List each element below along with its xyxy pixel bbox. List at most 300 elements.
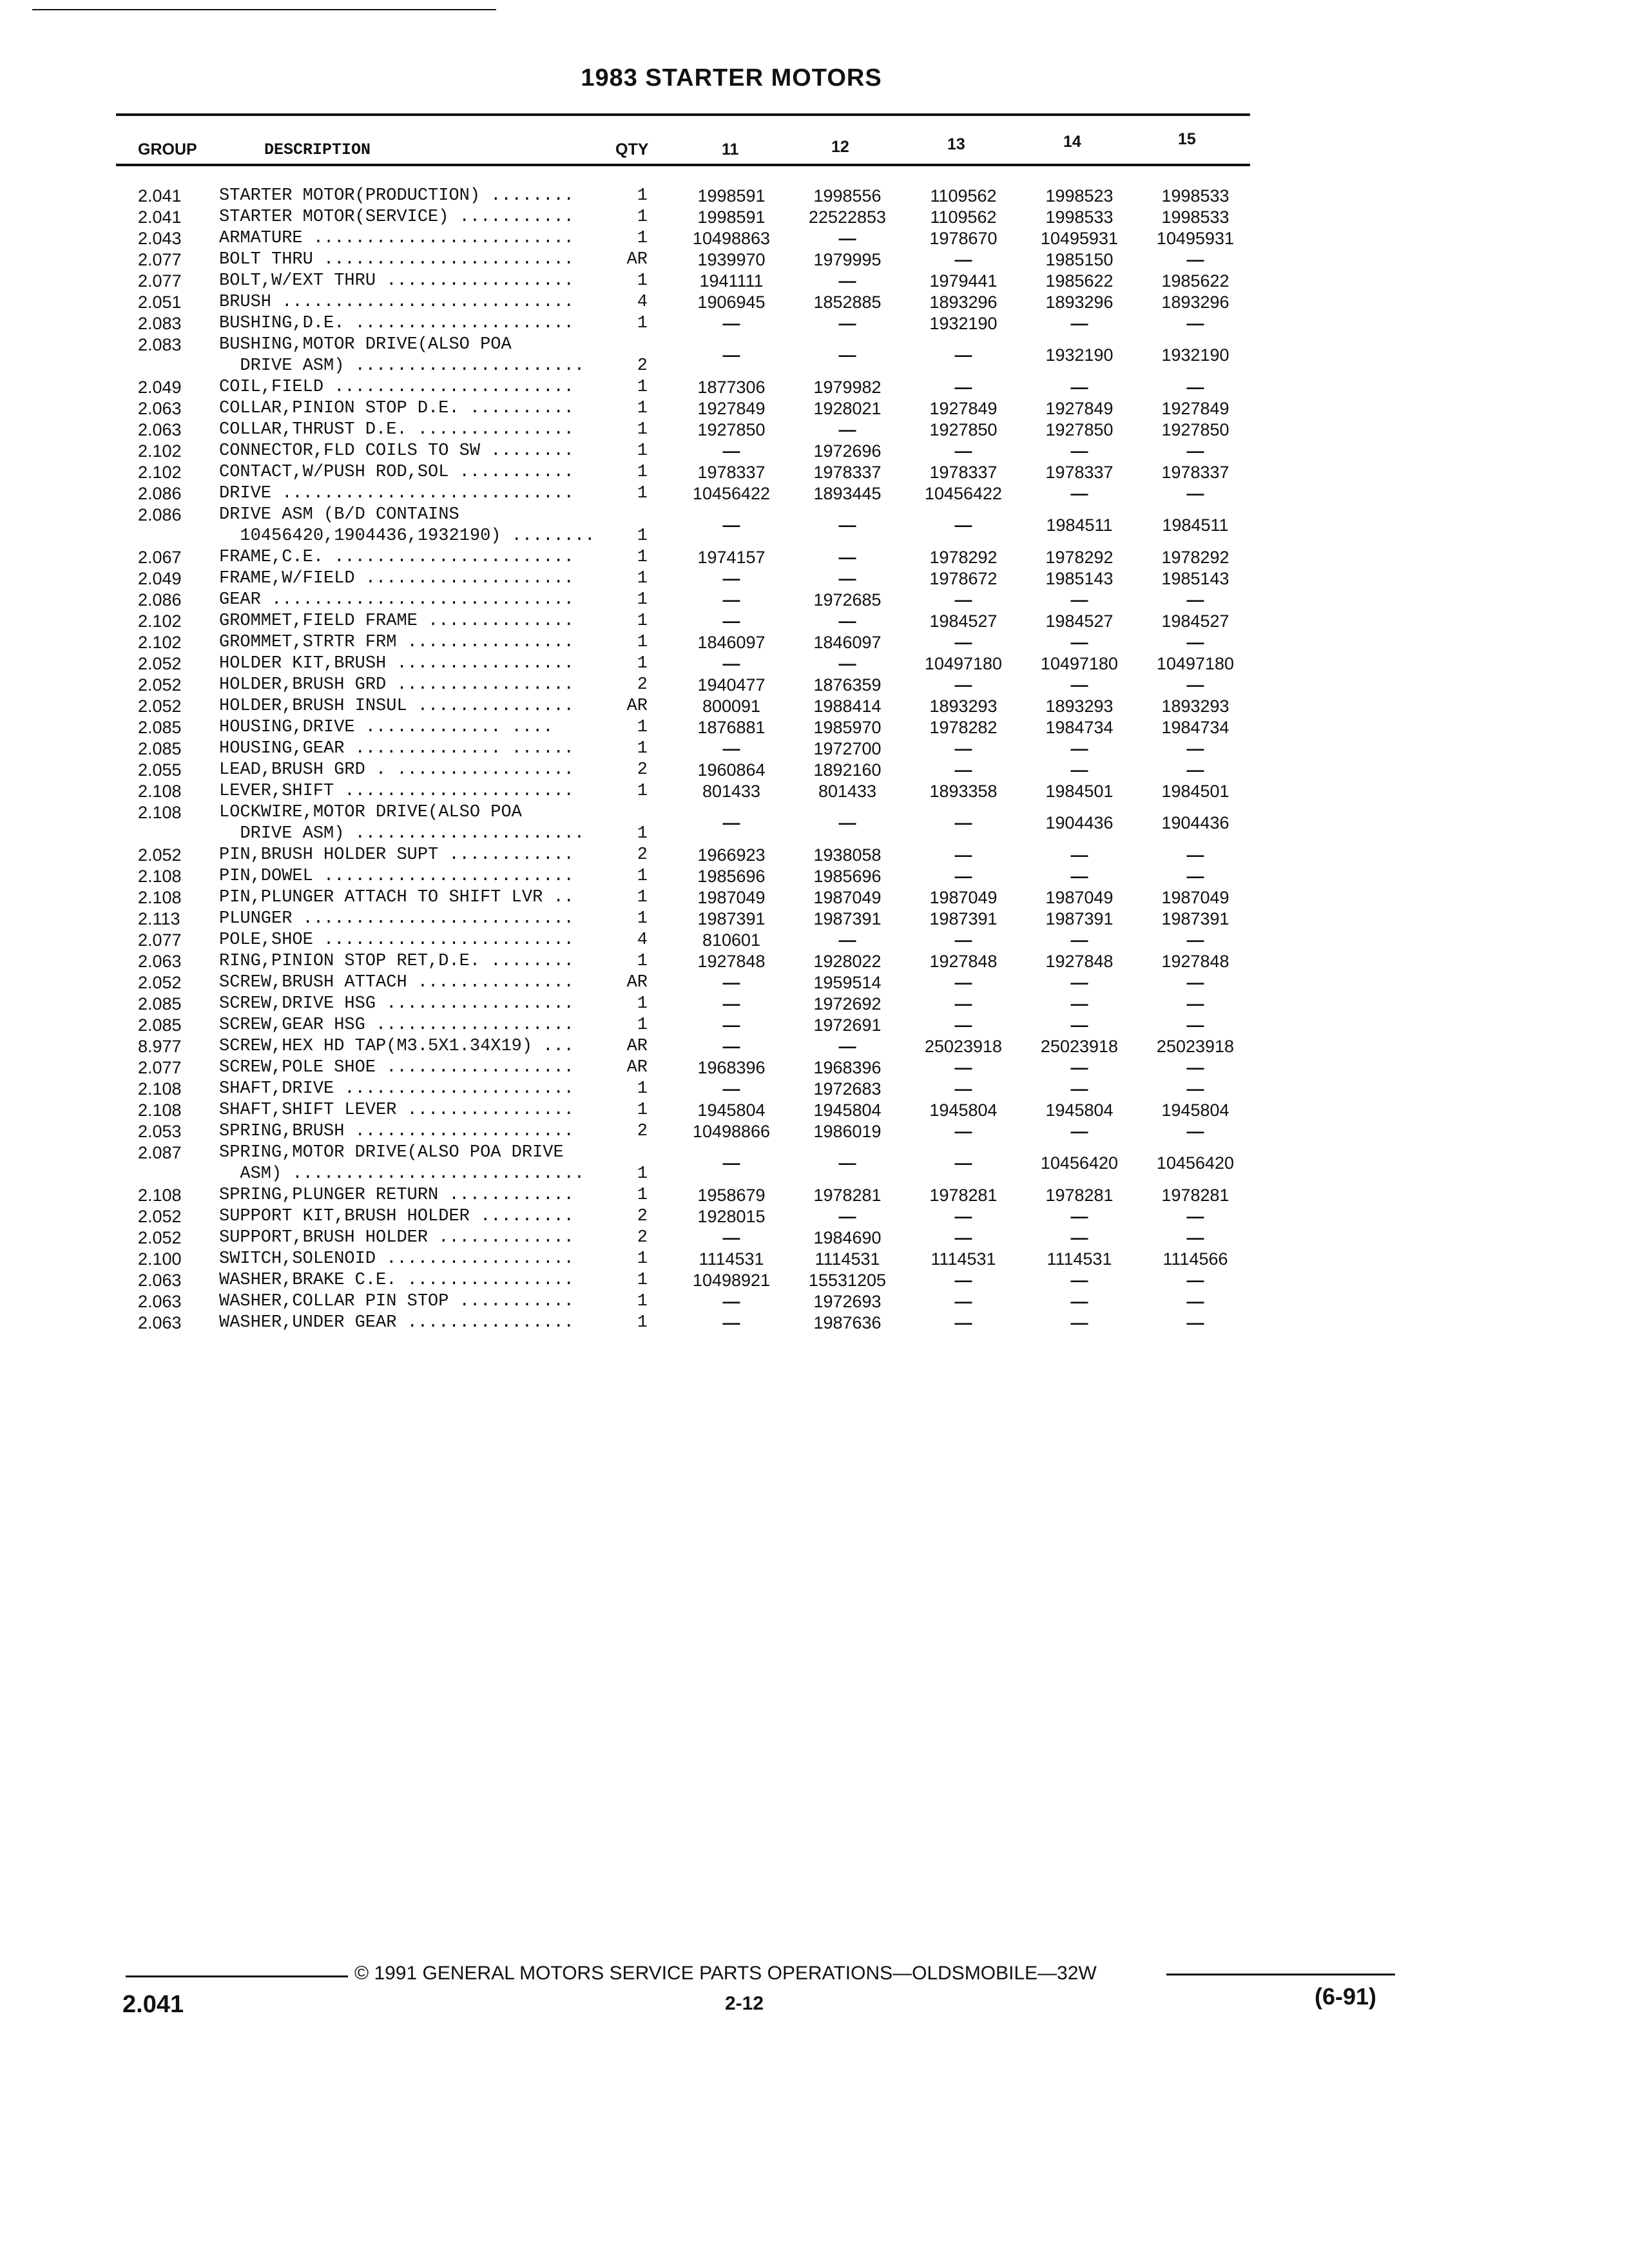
part-number-col-11: 801433 xyxy=(702,782,761,801)
part-description: POLE,SHOE ........................ xyxy=(219,930,574,950)
group-number: 2.052 xyxy=(138,654,182,673)
group-number: 2.043 xyxy=(138,229,182,248)
part-number-col-14: — xyxy=(1070,484,1088,503)
part-number-col-14: 1904436 xyxy=(1045,813,1113,832)
part-number-col-11: — xyxy=(722,611,740,631)
part-qty: 1 xyxy=(637,526,648,546)
part-number-col-11: 1998591 xyxy=(697,207,766,227)
part-number-col-12: 1987049 xyxy=(813,888,882,907)
part-number-col-15: — xyxy=(1186,739,1204,758)
part-number-col-12: 22522853 xyxy=(808,207,887,227)
part-number-col-15: — xyxy=(1186,1292,1204,1311)
part-description: HOUSING,DRIVE ............. .... xyxy=(219,718,554,737)
part-number-col-14: 1978292 xyxy=(1045,548,1113,567)
group-number: 2.063 xyxy=(138,1271,182,1290)
part-number-col-15: 1927849 xyxy=(1161,399,1229,418)
part-number-col-12: 1959514 xyxy=(813,973,882,992)
part-number-col-15: 1978281 xyxy=(1161,1186,1229,1205)
part-number-col-13: — xyxy=(954,1228,972,1247)
date-code: (6-91) xyxy=(1315,1983,1377,2010)
part-number-col-15: — xyxy=(1186,994,1204,1014)
table-row xyxy=(0,951,1629,972)
part-number-col-13: 1978670 xyxy=(929,229,998,248)
part-number-col-14: — xyxy=(1070,590,1088,610)
footer-rule-left xyxy=(126,1975,348,1977)
part-description: SCREW,GEAR HSG ................... xyxy=(219,1015,574,1035)
part-qty: 1 xyxy=(637,1079,648,1099)
part-number-col-13: 1978337 xyxy=(929,463,998,482)
table-row xyxy=(0,1249,1629,1270)
part-number-col-15: — xyxy=(1186,1015,1204,1035)
group-number: 2.063 xyxy=(138,952,182,971)
part-number-col-13: 1927850 xyxy=(929,420,998,439)
part-number-col-13: — xyxy=(954,378,972,397)
table-row xyxy=(0,249,1629,271)
part-number-col-14: 1984734 xyxy=(1045,718,1113,737)
part-number-col-13: 1109562 xyxy=(930,186,997,206)
group-number: 2.052 xyxy=(138,697,182,716)
part-number-col-11: — xyxy=(722,654,740,673)
part-number-col-14: 1987391 xyxy=(1045,909,1113,928)
part-number-col-15: 1893296 xyxy=(1161,293,1229,312)
part-number-col-14: — xyxy=(1070,441,1088,461)
part-number-col-15: 1984527 xyxy=(1161,611,1229,631)
part-number-col-11: 1974157 xyxy=(697,548,766,567)
part-number-col-14: — xyxy=(1070,739,1088,758)
part-qty: 2 xyxy=(637,1228,648,1247)
part-number-col-12: 1978281 xyxy=(813,1186,882,1205)
part-number-col-14: 1932190 xyxy=(1045,345,1113,365)
group-number: 2.108 xyxy=(138,1079,182,1099)
part-number-col-12: — xyxy=(838,515,856,535)
part-qty: 1 xyxy=(637,207,648,227)
table-row xyxy=(0,1312,1629,1334)
group-number: 2.102 xyxy=(138,633,182,652)
part-qty: 1 xyxy=(637,314,648,333)
part-number-col-15: — xyxy=(1186,867,1204,886)
group-number: 2.086 xyxy=(138,484,182,503)
table-row xyxy=(0,866,1629,887)
part-number-col-14: — xyxy=(1070,1228,1088,1247)
part-description: BUSHING,MOTOR DRIVE(ALSO POA DRIVE ASM) ...................... xyxy=(219,335,585,376)
table-row xyxy=(0,930,1629,951)
part-qty: 1 xyxy=(637,463,648,482)
part-qty: 1 xyxy=(637,399,648,418)
group-number: 2.102 xyxy=(138,611,182,631)
header-top-rule xyxy=(116,113,1250,116)
group-number: 2.086 xyxy=(138,505,182,524)
part-number-col-12: — xyxy=(838,1207,856,1226)
part-number-col-14: 1978337 xyxy=(1045,463,1113,482)
part-number-col-15: 1927850 xyxy=(1161,420,1229,439)
part-description: COLLAR,PINION STOP D.E. .......... xyxy=(219,399,574,418)
part-qty: AR xyxy=(626,1058,648,1077)
group-number: 2.051 xyxy=(138,293,182,312)
part-number-col-12: 1998556 xyxy=(813,186,882,206)
table-row xyxy=(0,972,1629,994)
part-description: SCREW,POLE SHOE .................. xyxy=(219,1058,574,1077)
part-number-col-12: 1987636 xyxy=(813,1313,882,1332)
part-number-col-11: — xyxy=(722,569,740,588)
part-number-col-13: 1932190 xyxy=(929,314,998,333)
part-qty: 1 xyxy=(637,271,648,291)
part-description: CONNECTOR,FLD COILS TO SW ........ xyxy=(219,441,574,461)
part-number-col-12: 1972696 xyxy=(813,441,882,461)
group-number: 2.108 xyxy=(138,867,182,886)
part-description: COLLAR,THRUST D.E. ............... xyxy=(219,420,574,439)
part-description: SPRING,MOTOR DRIVE(ALSO POA DRIVE ASM) ............................ xyxy=(219,1143,585,1184)
part-number-col-11: — xyxy=(722,1015,740,1035)
part-number-col-15: — xyxy=(1186,1271,1204,1290)
group-number: 2.052 xyxy=(138,675,182,695)
group-number: 2.063 xyxy=(138,420,182,439)
part-number-col-14: 1114531 xyxy=(1046,1249,1112,1269)
part-number-col-14: — xyxy=(1070,1015,1088,1035)
part-number-col-12: 1986019 xyxy=(813,1122,882,1141)
part-number-col-15: — xyxy=(1186,250,1204,269)
part-qty: 4 xyxy=(637,930,648,950)
part-number-col-13: — xyxy=(954,1122,972,1141)
table-row xyxy=(0,760,1629,781)
table-row xyxy=(0,228,1629,249)
part-number-col-13: 1978282 xyxy=(929,718,998,737)
part-qty: 1 xyxy=(637,1015,648,1035)
part-description: SWITCH,SOLENOID .................. xyxy=(219,1249,574,1269)
table-row xyxy=(0,1036,1629,1057)
part-number-col-11: 10498866 xyxy=(692,1122,771,1141)
part-description: HOLDER,BRUSH GRD ................. xyxy=(219,675,574,695)
table-row xyxy=(0,1057,1629,1079)
part-description: BRUSH ............................ xyxy=(219,293,574,312)
part-number-col-12: 1984690 xyxy=(813,1228,882,1247)
part-qty: 1 xyxy=(637,611,648,631)
part-number-col-13: — xyxy=(954,994,972,1014)
part-number-col-14: 1978281 xyxy=(1045,1186,1113,1205)
part-qty: 2 xyxy=(637,845,648,865)
part-number-col-14: 1985150 xyxy=(1045,250,1113,269)
part-description: SPRING,BRUSH ..................... xyxy=(219,1122,574,1141)
part-number-col-15: 10495931 xyxy=(1156,229,1235,248)
part-description: HOLDER KIT,BRUSH ................. xyxy=(219,654,574,673)
part-number-col-12: — xyxy=(838,569,856,588)
part-qty: 1 xyxy=(637,420,648,439)
part-number-col-14: 1927849 xyxy=(1045,399,1113,418)
part-number-col-14: — xyxy=(1070,760,1088,780)
part-number-col-12: 1972693 xyxy=(813,1292,882,1311)
part-qty: 1 xyxy=(637,1313,648,1332)
part-number-col-12: 1972683 xyxy=(813,1079,882,1099)
part-number-col-13: — xyxy=(954,1313,972,1332)
part-qty: 1 xyxy=(637,994,648,1014)
part-number-col-15: — xyxy=(1186,1079,1204,1099)
group-number: 2.077 xyxy=(138,250,182,269)
part-number-col-13: — xyxy=(954,345,972,365)
part-number-col-11: 1846097 xyxy=(697,633,766,652)
part-description: SHAFT,DRIVE ...................... xyxy=(219,1079,574,1099)
part-number-col-15: — xyxy=(1186,1313,1204,1332)
table-row xyxy=(0,505,1629,547)
part-number-col-12: 1985970 xyxy=(813,718,882,737)
part-number-col-13: 1893293 xyxy=(929,697,998,716)
part-description: BUSHING,D.E. ..................... xyxy=(219,314,574,333)
part-number-col-15: — xyxy=(1186,1058,1204,1077)
part-description: WASHER,UNDER GEAR ................ xyxy=(219,1313,574,1332)
group-number: 2.049 xyxy=(138,569,182,588)
part-number-col-12: 1979982 xyxy=(813,378,882,397)
part-description: FRAME,W/FIELD .................... xyxy=(219,569,574,588)
part-number-col-11: 1940477 xyxy=(697,675,766,695)
part-number-col-14: 1984501 xyxy=(1045,782,1113,801)
part-number-col-15: — xyxy=(1186,314,1204,333)
part-number-col-12: — xyxy=(838,420,856,439)
column-header-description: DESCRIPTION xyxy=(264,140,371,159)
part-qty: 2 xyxy=(637,760,648,780)
part-number-col-13: — xyxy=(954,633,972,652)
table-row xyxy=(0,908,1629,930)
part-number-col-13: 1927848 xyxy=(929,952,998,971)
table-row xyxy=(0,802,1629,845)
part-number-col-13: — xyxy=(954,930,972,950)
part-qty: AR xyxy=(626,250,648,269)
group-number: 2.052 xyxy=(138,1207,182,1226)
table-row xyxy=(0,653,1629,675)
part-qty: 1 xyxy=(637,186,648,206)
part-number-col-13: — xyxy=(954,1015,972,1035)
part-number-col-12: 1987391 xyxy=(813,909,882,928)
group-number: 2.085 xyxy=(138,1015,182,1035)
part-number-col-14: 10456420 xyxy=(1040,1153,1119,1173)
part-number-col-12: — xyxy=(838,314,856,333)
part-description: COIL,FIELD ....................... xyxy=(219,378,574,397)
part-description: ARMATURE ......................... xyxy=(219,229,574,248)
part-number-col-13: — xyxy=(954,1207,972,1226)
part-description: BOLT,W/EXT THRU .................. xyxy=(219,271,574,291)
group-number: 2.053 xyxy=(138,1122,182,1141)
part-description: GROMMET,FIELD FRAME .............. xyxy=(219,611,574,631)
part-number-col-11: — xyxy=(722,1313,740,1332)
part-qty: AR xyxy=(626,973,648,992)
column-header-group: GROUP xyxy=(138,140,197,159)
part-description: GEAR ............................. xyxy=(219,590,574,610)
table-row xyxy=(0,419,1629,441)
part-number-col-12: 1972692 xyxy=(813,994,882,1014)
part-number-col-13: 10456422 xyxy=(924,484,1003,503)
part-number-col-15: 1932190 xyxy=(1161,345,1229,365)
group-number: 2.063 xyxy=(138,399,182,418)
part-number-col-14: — xyxy=(1070,633,1088,652)
group-number: 2.108 xyxy=(138,888,182,907)
table-row xyxy=(0,781,1629,802)
part-qty: AR xyxy=(626,1037,648,1056)
part-number-col-14: 1987049 xyxy=(1045,888,1113,907)
top-rule xyxy=(32,9,496,10)
group-number: 2.077 xyxy=(138,1058,182,1077)
part-number-col-14: — xyxy=(1070,973,1088,992)
part-number-col-13: 1893358 xyxy=(929,782,998,801)
part-description: SCREW,DRIVE HSG .................. xyxy=(219,994,574,1014)
table-row xyxy=(0,334,1629,377)
part-number-col-11: 1987391 xyxy=(697,909,766,928)
part-number-col-11: — xyxy=(722,739,740,758)
part-number-col-12: — xyxy=(838,1037,856,1056)
part-qty: 1 xyxy=(637,633,648,652)
part-number-col-12: 1938058 xyxy=(813,845,882,865)
part-number-col-12: 1114531 xyxy=(815,1249,880,1269)
part-number-col-12: 1972700 xyxy=(813,739,882,758)
part-number-col-13: 10497180 xyxy=(924,654,1003,673)
part-qty: 1 xyxy=(637,548,648,567)
part-number-col-11: 1906945 xyxy=(697,293,766,312)
part-qty: 1 xyxy=(637,378,648,397)
table-row xyxy=(0,441,1629,462)
part-description: SCREW,HEX HD TAP(M3.5X1.34X19) ... xyxy=(219,1037,574,1056)
part-number-col-13: — xyxy=(954,1271,972,1290)
table-row xyxy=(0,398,1629,419)
part-number-col-12: 1945804 xyxy=(813,1100,882,1120)
part-number-col-15: — xyxy=(1186,590,1204,610)
part-number-col-13: — xyxy=(954,739,972,758)
part-number-col-15: 1927848 xyxy=(1161,952,1229,971)
part-number-col-13: 1987049 xyxy=(929,888,998,907)
part-number-col-11: 10456422 xyxy=(692,484,771,503)
part-number-col-13: — xyxy=(954,441,972,461)
part-description: HOUSING,GEAR .............. ...... xyxy=(219,739,574,758)
column-header-11: 11 xyxy=(722,140,739,159)
group-number: 2.085 xyxy=(138,739,182,758)
part-number-col-15: 10456420 xyxy=(1156,1153,1235,1173)
part-number-col-12: — xyxy=(838,611,856,631)
part-qty: 1 xyxy=(637,909,648,928)
part-number-col-11: — xyxy=(722,813,740,832)
part-number-col-15: — xyxy=(1186,484,1204,503)
part-number-col-11: — xyxy=(722,1079,740,1099)
part-number-col-13: — xyxy=(954,867,972,886)
table-row xyxy=(0,377,1629,398)
group-number: 2.108 xyxy=(138,803,182,822)
part-number-col-14: 1927850 xyxy=(1045,420,1113,439)
part-description: SUPPORT,BRUSH HOLDER ............. xyxy=(219,1228,574,1247)
part-number-col-11: — xyxy=(722,441,740,461)
part-number-col-13: 1979441 xyxy=(929,271,998,291)
group-number: 2.100 xyxy=(138,1249,182,1269)
part-description: PLUNGER .......................... xyxy=(219,909,574,928)
part-number-col-15: 1904436 xyxy=(1161,813,1229,832)
column-header-15: 15 xyxy=(1178,130,1196,148)
part-qty: 2 xyxy=(637,675,648,695)
part-number-col-13: — xyxy=(954,590,972,610)
part-qty: 1 xyxy=(637,1292,648,1311)
part-number-col-13: 1978292 xyxy=(929,548,998,567)
part-number-col-11: — xyxy=(722,1037,740,1056)
group-number: 2.055 xyxy=(138,760,182,780)
part-number-col-15: 1978337 xyxy=(1161,463,1229,482)
part-number-col-14: — xyxy=(1070,675,1088,695)
group-number: 2.108 xyxy=(138,1186,182,1205)
part-number-col-13: 1893296 xyxy=(929,293,998,312)
part-number-col-11: — xyxy=(722,1153,740,1173)
part-number-col-15: — xyxy=(1186,760,1204,780)
footer-page-number: 2-12 xyxy=(725,1993,764,2014)
part-qty: AR xyxy=(626,697,648,716)
part-number-col-12: 1985696 xyxy=(813,867,882,886)
part-number-col-11: — xyxy=(722,590,740,610)
part-qty: 1 xyxy=(637,484,648,503)
footer-copyright: © 1991 GENERAL MOTORS SERVICE PARTS OPERATIONS—OLDSMOBILE—32W xyxy=(354,1963,1097,1984)
part-number-col-14: 1893296 xyxy=(1045,293,1113,312)
part-number-col-12: — xyxy=(838,271,856,291)
part-number-col-11: 1998591 xyxy=(697,186,766,206)
group-number: 2.108 xyxy=(138,1100,182,1120)
part-number-col-14: — xyxy=(1070,1292,1088,1311)
part-number-col-11: 1966923 xyxy=(697,845,766,865)
part-number-col-11: — xyxy=(722,994,740,1014)
part-number-col-13: — xyxy=(954,1079,972,1099)
table-row xyxy=(0,568,1629,590)
part-number-col-11: 1958679 xyxy=(697,1186,766,1205)
group-number: 2.102 xyxy=(138,463,182,482)
table-row xyxy=(0,1121,1629,1142)
part-number-col-15: 1985143 xyxy=(1161,569,1229,588)
part-number-col-12: 1988414 xyxy=(813,697,882,716)
table-row xyxy=(0,207,1629,228)
part-number-col-12: 1928022 xyxy=(813,952,882,971)
table-row xyxy=(0,271,1629,292)
part-description: STARTER MOTOR(PRODUCTION) ........ xyxy=(219,186,574,206)
part-description: LEAD,BRUSH GRD . ................. xyxy=(219,760,574,780)
part-number-col-15: 1985622 xyxy=(1161,271,1229,291)
part-qty: 1 xyxy=(637,1186,648,1205)
part-number-col-14: — xyxy=(1070,1058,1088,1077)
table-row xyxy=(0,313,1629,334)
part-number-col-12: 1928021 xyxy=(813,399,882,418)
section-number: 2.041 xyxy=(122,1991,184,2018)
part-number-col-15: 25023918 xyxy=(1156,1037,1235,1056)
part-description: SHAFT,SHIFT LEVER ................ xyxy=(219,1100,574,1120)
part-description: WASHER,COLLAR PIN STOP ........... xyxy=(219,1292,574,1311)
part-number-col-14: — xyxy=(1070,867,1088,886)
part-number-col-14: — xyxy=(1070,314,1088,333)
part-number-col-12: 1846097 xyxy=(813,633,882,652)
part-number-col-11: — xyxy=(722,314,740,333)
part-number-col-12: 1972685 xyxy=(813,590,882,610)
part-number-col-15: 10497180 xyxy=(1156,654,1235,673)
part-number-col-13: — xyxy=(954,1058,972,1077)
part-number-col-13: — xyxy=(954,250,972,269)
part-qty: 1 xyxy=(637,718,648,737)
part-number-col-15: — xyxy=(1186,633,1204,652)
parts-table xyxy=(0,186,1629,1334)
table-row xyxy=(0,1185,1629,1206)
part-number-col-14: — xyxy=(1070,845,1088,865)
table-row xyxy=(0,696,1629,717)
group-number: 2.077 xyxy=(138,930,182,950)
table-row xyxy=(0,292,1629,313)
part-number-col-13: 1927849 xyxy=(929,399,998,418)
group-number: 2.102 xyxy=(138,441,182,461)
table-row xyxy=(0,547,1629,568)
group-number: 2.087 xyxy=(138,1143,182,1162)
part-number-col-13: — xyxy=(954,1153,972,1173)
part-number-col-13: 1114531 xyxy=(930,1249,996,1269)
part-qty: 1 xyxy=(637,1100,648,1120)
group-number: 2.049 xyxy=(138,378,182,397)
part-number-col-14: — xyxy=(1070,1313,1088,1332)
part-number-col-14: 1984511 xyxy=(1046,515,1113,535)
part-number-col-12: 1893445 xyxy=(813,484,882,503)
part-number-col-12: 1972691 xyxy=(813,1015,882,1035)
part-qty: 1 xyxy=(637,569,648,588)
table-row xyxy=(0,590,1629,611)
